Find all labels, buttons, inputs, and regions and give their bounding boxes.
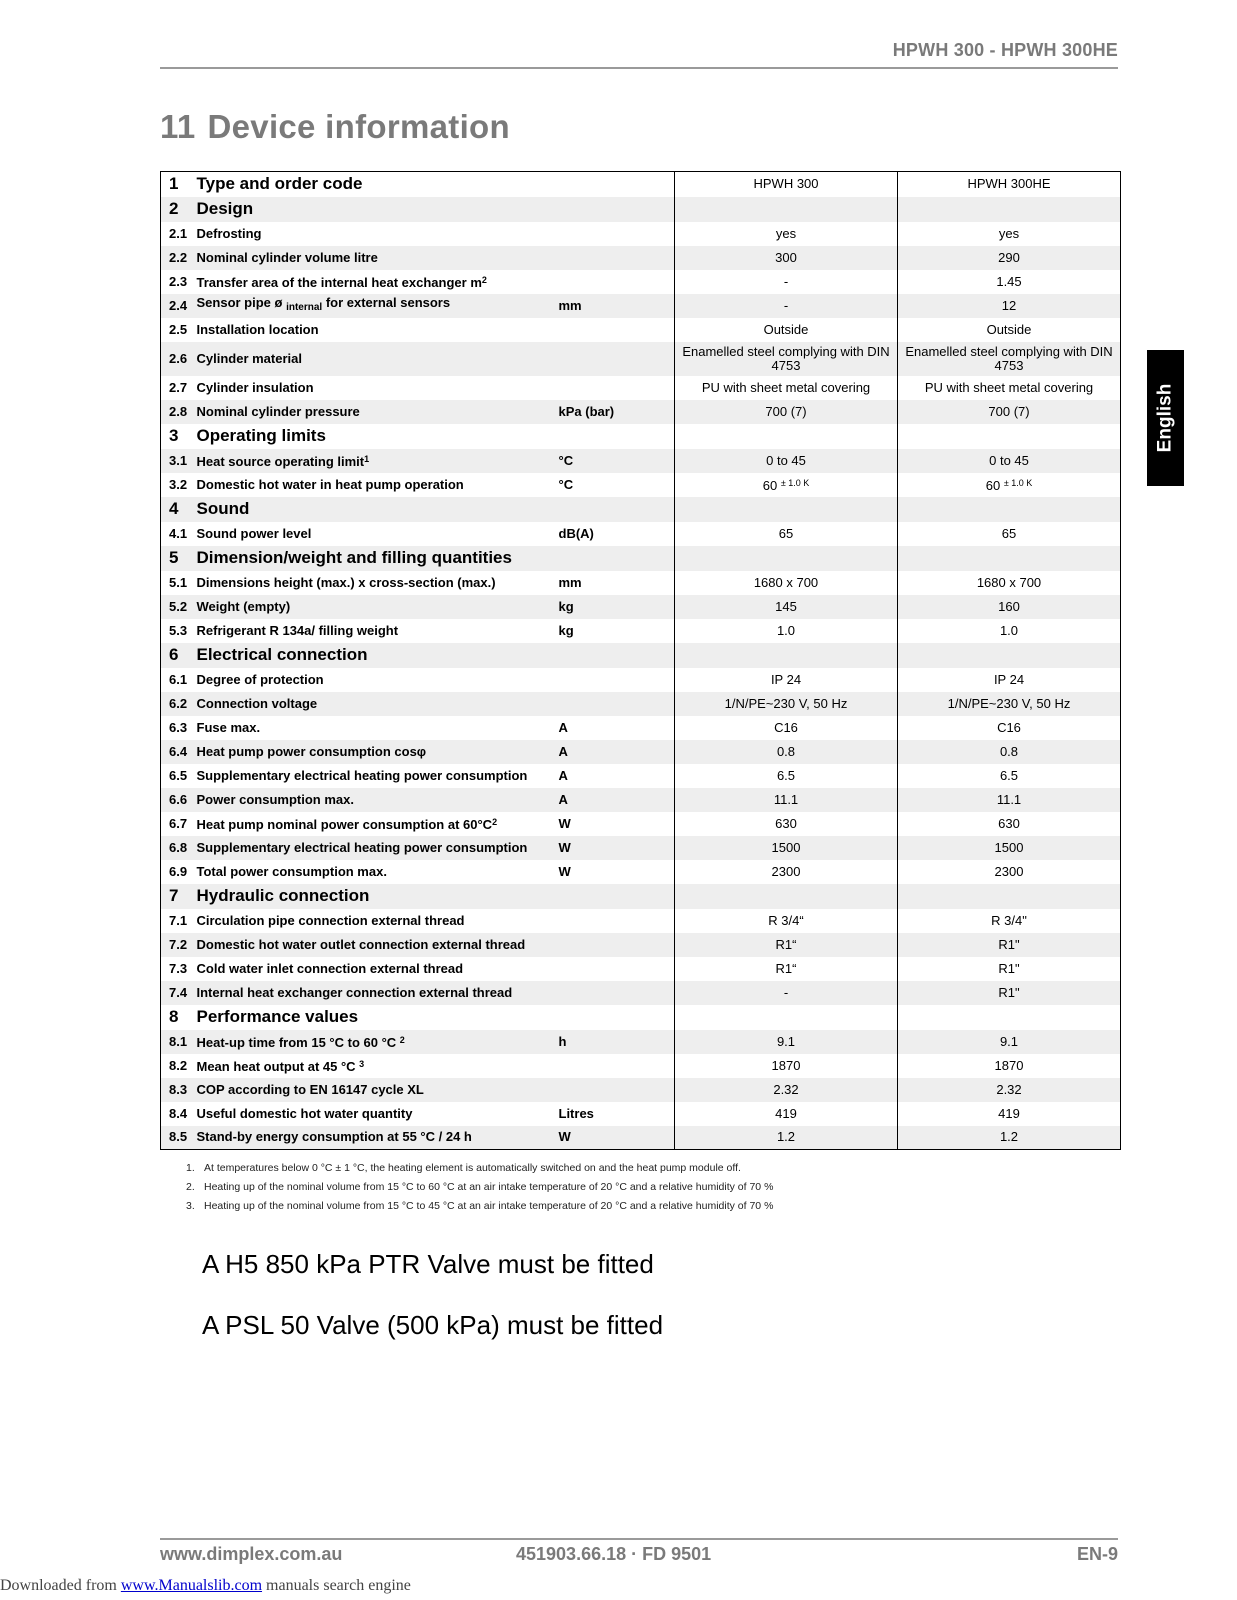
value-hpwh-300: 0.8 bbox=[675, 740, 898, 764]
row-unit: A bbox=[558, 767, 568, 783]
value-hpwh-300: 300 bbox=[675, 246, 898, 270]
row-label: COP according to EN 16147 cycle XL bbox=[197, 1078, 559, 1102]
row-number: 5.2 bbox=[161, 595, 197, 619]
row-label: Heat-up time from 15 °C to 60 °C $^2$ bbox=[197, 1030, 559, 1054]
value-hpwh-300: C16 bbox=[675, 716, 898, 740]
row-label: Installation location bbox=[196, 321, 319, 337]
value-hpwh-300he: R1" bbox=[898, 957, 1121, 981]
value-hpwh-300he bbox=[898, 197, 1121, 222]
value-hpwh-300he: 1.2 bbox=[898, 1126, 1121, 1150]
value-hpwh-300he: 11.1 bbox=[898, 788, 1121, 812]
row-unit bbox=[559, 342, 675, 376]
row-label: Domestic hot water outlet connection external thread bbox=[197, 933, 559, 957]
row-unit bbox=[559, 424, 675, 449]
value-hpwh-300 bbox=[675, 643, 898, 668]
row-number: 2.7 bbox=[169, 379, 188, 395]
table-row bbox=[161, 981, 1121, 1005]
row-number: 6.5 bbox=[169, 767, 188, 783]
row-label: Cold water inlet connection external thread bbox=[196, 960, 464, 976]
row-label: Nominal cylinder volume litre bbox=[197, 246, 559, 270]
row-number: 1 bbox=[169, 174, 179, 194]
value-hpwh-300he: 1870 bbox=[898, 1054, 1121, 1078]
value-hpwh-300: - bbox=[675, 270, 898, 294]
row-number: 6.4 bbox=[161, 740, 197, 764]
value-hpwh-300: R1“ bbox=[675, 957, 898, 981]
row-unit bbox=[559, 692, 675, 716]
table-row bbox=[161, 246, 1121, 270]
table-row bbox=[161, 836, 1121, 860]
value-hpwh-300he bbox=[898, 1005, 1121, 1030]
row-number: 7.1 bbox=[169, 912, 188, 928]
value-hpwh-300: 1/N/PE~230 V, 50 Hz bbox=[675, 692, 898, 716]
value-hpwh-300: 6.5 bbox=[675, 764, 898, 788]
table-row bbox=[161, 764, 1121, 788]
row-unit: °C bbox=[558, 476, 574, 492]
value-hpwh-300he: Enamelled steel complying with DIN 4753 bbox=[898, 342, 1121, 376]
table-row bbox=[161, 812, 1121, 836]
table-section-row bbox=[161, 884, 1121, 909]
value-hpwh-300he: 1/N/PE~230 V, 50 Hz bbox=[898, 692, 1121, 716]
table-row bbox=[161, 1126, 1121, 1150]
value-hpwh-300: 65 bbox=[675, 522, 898, 546]
row-unit bbox=[559, 1054, 675, 1078]
footer-page-number: EN-9 bbox=[1076, 1544, 1118, 1564]
header-divider bbox=[160, 67, 1118, 69]
table-row bbox=[161, 318, 1121, 342]
value-hpwh-300he: R 3/4" bbox=[898, 909, 1121, 933]
footnote: 2. Heating up of the nominal volume from 15 °C to 60 °C at an air intake temperature of 20 °C and a relative humidity of 70 % bbox=[186, 1181, 774, 1193]
value-hpwh-300: Enamelled steel complying with DIN 4753 bbox=[675, 342, 898, 376]
row-number: 5.1 bbox=[169, 574, 188, 590]
psl-valve-notice: A PSL 50 Valve (500 kPa) must be fitted bbox=[202, 1310, 664, 1340]
row-unit: h bbox=[559, 1030, 675, 1054]
language-tab bbox=[1147, 350, 1184, 486]
value-hpwh-300 bbox=[675, 197, 898, 222]
value-hpwh-300he: 1.45 bbox=[898, 270, 1121, 294]
value-hpwh-300: yes bbox=[675, 222, 898, 246]
value-hpwh-300he: 2.32 bbox=[898, 1078, 1121, 1102]
row-unit: kPa (bar) bbox=[559, 400, 675, 424]
value-hpwh-300he: HPWH 300HE bbox=[898, 172, 1121, 197]
row-number: 8.3 bbox=[161, 1078, 197, 1102]
row-label: Mean heat output at 45 °C $^3$ bbox=[196, 1059, 365, 1074]
row-unit bbox=[559, 172, 675, 197]
table-row bbox=[161, 909, 1121, 933]
row-number: 8.5 bbox=[161, 1126, 197, 1150]
value-hpwh-300: 11.1 bbox=[675, 788, 898, 812]
value-hpwh-300 bbox=[675, 546, 898, 571]
footer-divider bbox=[160, 1538, 1118, 1540]
row-label: Power consumption max. bbox=[197, 788, 559, 812]
value-hpwh-300he: 12 bbox=[898, 294, 1121, 318]
row-label: Circulation pipe connection external thread bbox=[196, 912, 465, 928]
value-hpwh-300he: R1" bbox=[898, 933, 1121, 957]
row-unit: W bbox=[558, 863, 571, 879]
table-section-row bbox=[161, 497, 1121, 522]
table-row bbox=[161, 522, 1121, 546]
value-hpwh-300: 0 to 45 bbox=[675, 449, 898, 473]
value-hpwh-300 bbox=[675, 424, 898, 449]
value-hpwh-300he: 160 bbox=[898, 595, 1121, 619]
value-hpwh-300: 419 bbox=[675, 1102, 898, 1126]
value-hpwh-300: Outside bbox=[675, 318, 898, 342]
row-unit: Litres bbox=[558, 1105, 594, 1121]
footnote: 3. Heating up of the nominal volume from 15 °C to 45 °C at an air intake temperature of 20 °C and a relative humidity of 70 % bbox=[186, 1200, 774, 1212]
footnote: 1. At temperatures below 0 °C ± 1 °C, the heating element is automatically switched on and the heat pump module off. bbox=[186, 1162, 741, 1174]
row-number: 7.3 bbox=[169, 960, 188, 976]
row-number: 6.1 bbox=[169, 671, 188, 687]
row-number: 2.6 bbox=[161, 342, 197, 376]
value-hpwh-300he: 419 bbox=[898, 1102, 1121, 1126]
row-unit bbox=[559, 497, 675, 522]
row-number: 4.1 bbox=[169, 525, 188, 541]
table-row bbox=[161, 957, 1121, 981]
row-label: Fuse max. bbox=[196, 719, 261, 735]
row-unit: A bbox=[559, 788, 675, 812]
row-unit bbox=[559, 246, 675, 270]
row-number: 6.2 bbox=[161, 692, 197, 716]
row-unit: dB(A) bbox=[558, 525, 594, 541]
table-row bbox=[161, 473, 1121, 497]
row-unit: A bbox=[559, 740, 675, 764]
table-row bbox=[161, 788, 1121, 812]
row-number: 8.1 bbox=[161, 1030, 197, 1054]
ptr-valve-notice: A H5 850 kPa PTR Valve must be fitted bbox=[202, 1249, 654, 1279]
row-unit: W bbox=[559, 1126, 675, 1150]
row-unit: W bbox=[559, 836, 675, 860]
value-hpwh-300: 9.1 bbox=[675, 1030, 898, 1054]
value-hpwh-300: 1.2 bbox=[675, 1126, 898, 1150]
row-label: Sensor pipe ø $_{internal}$ for external sensors bbox=[197, 294, 559, 318]
value-hpwh-300he: 6.5 bbox=[898, 764, 1121, 788]
table-row bbox=[161, 1078, 1121, 1102]
row-number: 2.1 bbox=[169, 225, 188, 241]
device-info-table-body bbox=[161, 172, 1121, 1150]
row-unit: A bbox=[558, 719, 568, 735]
row-unit bbox=[559, 1005, 675, 1030]
row-unit bbox=[559, 957, 675, 981]
value-hpwh-300: 1870 bbox=[675, 1054, 898, 1078]
table-row bbox=[161, 1102, 1121, 1126]
value-hpwh-300he: 0.8 bbox=[898, 740, 1121, 764]
row-number: 2.3 bbox=[169, 273, 188, 289]
row-label: Transfer area of the internal heat exchanger $m^2$ bbox=[196, 275, 487, 290]
table-section-row bbox=[161, 197, 1121, 222]
row-label: Supplementary electrical heating power consumption bbox=[196, 767, 528, 783]
row-number: 5 bbox=[161, 546, 197, 571]
value-hpwh-300he: 9.1 bbox=[898, 1030, 1121, 1054]
value-hpwh-300he: 0 to 45 bbox=[898, 449, 1121, 473]
value-hpwh-300he: Outside bbox=[898, 318, 1121, 342]
row-label: Performance values bbox=[196, 1007, 359, 1026]
value-hpwh-300he bbox=[898, 497, 1121, 522]
table-section-row bbox=[161, 172, 1121, 197]
value-hpwh-300he bbox=[898, 884, 1121, 909]
chapter-title: Device information bbox=[207, 108, 510, 145]
value-hpwh-300 bbox=[675, 1005, 898, 1030]
table-row bbox=[161, 860, 1121, 884]
value-hpwh-300: 1.0 bbox=[675, 619, 898, 643]
value-hpwh-300 bbox=[675, 884, 898, 909]
table-row bbox=[161, 619, 1121, 643]
row-label: Refrigerant R 134a/ filling weight bbox=[196, 622, 399, 638]
value-hpwh-300: 60 $^{\pm 1.0 K}$ bbox=[675, 473, 898, 497]
row-label: Dimension/weight and filling quantities bbox=[197, 546, 559, 571]
row-label: Supplementary electrical heating power consumption bbox=[197, 836, 559, 860]
row-unit bbox=[559, 376, 675, 400]
row-unit: mm bbox=[558, 574, 582, 590]
table-row bbox=[161, 716, 1121, 740]
row-number: 8 bbox=[169, 1007, 179, 1026]
row-label: Sound power level bbox=[196, 525, 312, 541]
value-hpwh-300he bbox=[898, 643, 1121, 668]
download-attribution: Downloaded from www.Manualslib.com manuals search engine bbox=[0, 1577, 411, 1594]
table-row bbox=[161, 740, 1121, 764]
row-number: 3 bbox=[169, 426, 179, 445]
value-hpwh-300: R1“ bbox=[675, 933, 898, 957]
table-row bbox=[161, 449, 1121, 473]
value-hpwh-300he: 60 $^{\pm 1.0 K}$ bbox=[898, 473, 1121, 497]
table-row bbox=[161, 400, 1121, 424]
table-row bbox=[161, 933, 1121, 957]
row-unit bbox=[559, 909, 675, 933]
value-hpwh-300he: R1" bbox=[898, 981, 1121, 1005]
row-number: 2.5 bbox=[169, 321, 188, 337]
value-hpwh-300: HPWH 300 bbox=[675, 172, 898, 197]
table-section-row bbox=[161, 424, 1121, 449]
row-unit bbox=[559, 643, 675, 668]
value-hpwh-300he: 1680 x 700 bbox=[898, 571, 1121, 595]
value-hpwh-300: 145 bbox=[675, 595, 898, 619]
table-row bbox=[161, 376, 1121, 400]
row-label: Operating limits bbox=[196, 426, 326, 445]
table-section-row bbox=[161, 546, 1121, 571]
table-row bbox=[161, 1030, 1121, 1054]
row-unit: mm bbox=[559, 294, 675, 318]
value-hpwh-300: 2.32 bbox=[675, 1078, 898, 1102]
row-number: 6.3 bbox=[169, 719, 188, 735]
row-label: Stand-by energy consumption at 55 °C / 24 h bbox=[197, 1126, 559, 1150]
row-label: Heat pump power consumption cosφ bbox=[197, 740, 559, 764]
row-label: Domestic hot water in heat pump operation bbox=[196, 476, 464, 492]
row-label: Cylinder insulation bbox=[196, 379, 314, 395]
table-row bbox=[161, 294, 1121, 318]
value-hpwh-300he: C16 bbox=[898, 716, 1121, 740]
value-hpwh-300: IP 24 bbox=[675, 668, 898, 692]
row-number: 2 bbox=[161, 197, 197, 222]
row-unit bbox=[559, 197, 675, 222]
row-label: Defrosting bbox=[196, 225, 262, 241]
footnotes bbox=[186, 1162, 773, 1219]
row-label: Nominal cylinder pressure bbox=[197, 400, 559, 424]
row-label: Heat pump nominal power consumption at $60^\circ C^2$ bbox=[196, 817, 498, 832]
row-number: 7.4 bbox=[161, 981, 197, 1005]
row-unit bbox=[559, 318, 675, 342]
value-hpwh-300he: 290 bbox=[898, 246, 1121, 270]
row-label: Design bbox=[197, 197, 559, 222]
row-number: 7.2 bbox=[161, 933, 197, 957]
row-label: Heat source operating limit$^1$ bbox=[197, 449, 559, 473]
value-hpwh-300he: 1500 bbox=[898, 836, 1121, 860]
row-number: 8.2 bbox=[169, 1057, 188, 1073]
row-label: Useful domestic hot water quantity bbox=[196, 1105, 413, 1121]
value-hpwh-300he: 630 bbox=[898, 812, 1121, 836]
value-hpwh-300he: 65 bbox=[898, 522, 1121, 546]
value-hpwh-300: 630 bbox=[675, 812, 898, 836]
table-section-row bbox=[161, 1005, 1121, 1030]
row-unit bbox=[559, 981, 675, 1005]
value-hpwh-300he bbox=[898, 424, 1121, 449]
footer-website: www.dimplex.com.au bbox=[160, 1544, 343, 1564]
value-hpwh-300he: 1.0 bbox=[898, 619, 1121, 643]
header-title: HPWH 300 - HPWH 300HE bbox=[892, 40, 1118, 60]
value-hpwh-300he: 2300 bbox=[898, 860, 1121, 884]
row-unit bbox=[559, 270, 675, 294]
table-row bbox=[161, 342, 1121, 376]
row-number: 4 bbox=[161, 497, 197, 522]
row-number: 2.8 bbox=[161, 400, 197, 424]
value-hpwh-300: 700 (7) bbox=[675, 400, 898, 424]
row-unit: °C bbox=[559, 449, 675, 473]
page-title bbox=[160, 108, 510, 146]
row-unit: kg bbox=[559, 595, 675, 619]
table-section-row bbox=[161, 643, 1121, 668]
row-number: 3.1 bbox=[161, 449, 197, 473]
row-label: Internal heat exchanger connection external thread bbox=[197, 981, 559, 1005]
value-hpwh-300: PU with sheet metal covering bbox=[675, 376, 898, 400]
row-number: 6.7 bbox=[169, 815, 188, 831]
value-hpwh-300he bbox=[898, 546, 1121, 571]
value-hpwh-300: 2300 bbox=[675, 860, 898, 884]
row-unit: W bbox=[558, 815, 571, 831]
row-unit bbox=[559, 222, 675, 246]
footer-doc-code: 451903.66.18 · FD 9501 bbox=[516, 1544, 712, 1564]
table-row bbox=[161, 668, 1121, 692]
table-row bbox=[161, 595, 1121, 619]
row-number: 6.6 bbox=[161, 788, 197, 812]
row-unit bbox=[559, 546, 675, 571]
row-unit: kg bbox=[558, 622, 574, 638]
table-row bbox=[161, 1054, 1121, 1078]
row-label: Degree of protection bbox=[196, 671, 324, 687]
row-unit bbox=[559, 884, 675, 909]
row-label: Sound bbox=[197, 497, 559, 522]
value-hpwh-300: R 3/4“ bbox=[675, 909, 898, 933]
row-label: Electrical connection bbox=[197, 643, 559, 668]
row-number: 6.8 bbox=[161, 836, 197, 860]
row-number: 8.4 bbox=[169, 1105, 188, 1121]
row-unit bbox=[559, 1078, 675, 1102]
row-label: Total power consumption max. bbox=[196, 863, 387, 879]
row-number: 5.3 bbox=[169, 622, 188, 638]
language-tab-label: English bbox=[1154, 383, 1176, 453]
chapter-number: 11 bbox=[160, 108, 196, 145]
value-hpwh-300: 1500 bbox=[675, 836, 898, 860]
row-number: 6.9 bbox=[169, 863, 188, 879]
row-label: Cylinder material bbox=[197, 342, 559, 376]
value-hpwh-300he: IP 24 bbox=[898, 668, 1121, 692]
row-number: 7 bbox=[161, 884, 197, 909]
table-row bbox=[161, 571, 1121, 595]
row-label: Type and order code bbox=[196, 174, 363, 194]
row-label: Connection voltage bbox=[197, 692, 559, 716]
device-info-table bbox=[160, 171, 1121, 1150]
row-number: 2.2 bbox=[161, 246, 197, 270]
value-hpwh-300: - bbox=[675, 981, 898, 1005]
row-unit bbox=[559, 933, 675, 957]
row-label: Weight (empty) bbox=[197, 595, 559, 619]
value-hpwh-300he: 700 (7) bbox=[898, 400, 1121, 424]
table-row bbox=[161, 222, 1121, 246]
row-unit bbox=[559, 668, 675, 692]
row-number: 2.4 bbox=[161, 294, 197, 318]
value-hpwh-300he: yes bbox=[898, 222, 1121, 246]
row-number: 6 bbox=[161, 643, 197, 668]
value-hpwh-300: - bbox=[675, 294, 898, 318]
row-label: Dimensions height (max.) x cross-section (max.) bbox=[196, 574, 496, 590]
table-row bbox=[161, 692, 1121, 716]
table-row bbox=[161, 270, 1121, 294]
row-label: Hydraulic connection bbox=[197, 884, 559, 909]
row-number: 3.2 bbox=[169, 476, 188, 492]
manualslib-link[interactable]: www.Manualslib.com bbox=[120, 1577, 263, 1594]
value-hpwh-300: 1680 x 700 bbox=[675, 571, 898, 595]
value-hpwh-300 bbox=[675, 497, 898, 522]
value-hpwh-300he: PU with sheet metal covering bbox=[898, 376, 1121, 400]
